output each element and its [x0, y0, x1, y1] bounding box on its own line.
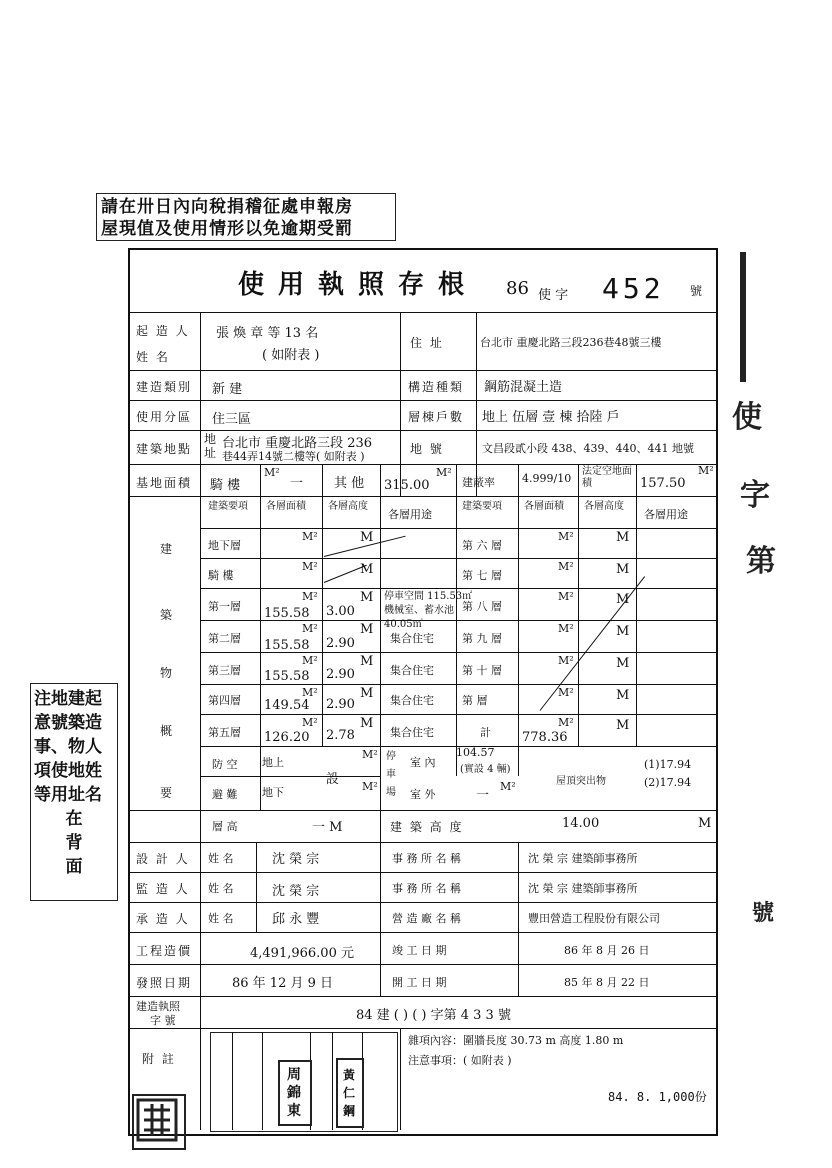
unit-m2-1: M² [302, 590, 318, 603]
unit-m2-arcade: M² [302, 560, 318, 573]
floor-area-4: 149.54 [264, 698, 310, 713]
floor-height-5: 2.78 [326, 728, 355, 743]
floor-name-8: 第 八 層 [462, 600, 502, 613]
unit-m-b1: M [360, 530, 374, 545]
unit-m2-2: M² [302, 622, 318, 635]
unit-m-4: M [360, 686, 374, 701]
floor-name-4: 第四層 [208, 694, 241, 707]
unit-m2-5: M² [302, 716, 318, 729]
shelter-setting: 設 [326, 772, 340, 787]
roof-value-2: (2)17.94 [644, 776, 692, 789]
overview-label-5: 要 [160, 786, 175, 800]
contractor-office: 豐田營造工程股份有限公司 [528, 912, 660, 925]
unit-m-1: M [360, 590, 374, 605]
unit-m2-9: M² [558, 622, 574, 635]
col-item-left: 建築要項 [208, 501, 248, 512]
base-other-unit: M² [436, 466, 452, 479]
category-value: 新 建 [212, 382, 243, 397]
floor-name-6: 第 六 層 [462, 539, 502, 552]
structure-label: 構造種類 [408, 380, 465, 394]
unit-m-2: M [360, 622, 374, 637]
site-address-2: 巷44弄14號二樓等( 如附表 ) [222, 450, 365, 463]
parking-outdoor-value: 一 [476, 788, 490, 803]
category-label: 建造類別 [136, 380, 193, 394]
edge-char-1: 使 [732, 400, 762, 435]
owner-name-label: 姓 名 [136, 350, 170, 364]
cost-label: 工程造價 [136, 944, 193, 958]
shelter-label-2: 避 難 [212, 788, 238, 801]
issue-label: 發照日期 [136, 976, 193, 990]
col-height-right: 各層高度 [584, 501, 624, 512]
floor-area-5: 126.20 [264, 730, 310, 745]
side-note-line-6: 在 [65, 809, 83, 829]
floor-area-3: 155.58 [264, 669, 310, 684]
floors-label: 層棟戶數 [408, 410, 465, 424]
col-area-left: 各層面積 [266, 501, 306, 512]
supervisor-name-label: 姓 名 [208, 882, 234, 895]
designer-office-label: 事 務 所 名 稱 [392, 852, 461, 865]
designer-label: 設 計 人 [136, 852, 190, 866]
base-other-label: 其 他 [334, 476, 365, 491]
unit-m-8: M [616, 592, 630, 607]
seal-stamp-2-text: 黃仁鋼 [343, 1068, 356, 1118]
shelter-above: 地上 [262, 756, 284, 769]
zone-value: 住三區 [212, 412, 252, 427]
side-note-line-3: 事、物人 [34, 737, 102, 757]
parking-outdoor-unit: M² [500, 780, 516, 793]
building-height-unit: M [698, 816, 712, 831]
base-other-value: 315.00 [384, 478, 430, 493]
completion-date: 86 年 8 月 26 日 [564, 944, 650, 957]
floor-name-2: 第二層 [208, 632, 241, 645]
owner-name-sub: ( 如附表 ) [262, 348, 320, 363]
seal-stamp-1 [278, 1060, 312, 1126]
building-height-label: 建 築 高 度 [390, 820, 464, 834]
permit-number: 84 建 ( ) ( ) 字第 4 3 3 號 [356, 1008, 511, 1023]
official-seal [132, 1094, 186, 1150]
col-item-right: 建築要項 [462, 501, 502, 512]
overview-label-3: 物 [160, 666, 175, 680]
unit-m-3: M [360, 654, 374, 669]
floor-height-2: 2.90 [326, 636, 355, 651]
notice-line-2: 屋現值及使用情形以免逾期受罰 [101, 219, 353, 239]
owner-address: 台北市 重慶北路三段236巷48號三樓 [480, 336, 662, 349]
floor-area-1: 155.58 [264, 606, 310, 621]
unit-m2-b1: M² [302, 530, 318, 543]
cost-value: 4,491,966.00 元 [250, 946, 354, 961]
floor-total-label: 計 [480, 726, 491, 739]
edge-char-3: 第 [746, 544, 776, 579]
floors-value: 地上 伍層 壹 棟 拾陸 戶 [482, 410, 620, 425]
seal-stamp-1-text: 周錦東 [287, 1067, 301, 1119]
unit-m-total: M [616, 718, 630, 733]
unit-m2-10: M² [558, 654, 574, 667]
notice-line-1: 請在卅日內向稅捐稽征處申報房 [101, 197, 353, 217]
owner-label: 起 造 人 [136, 324, 190, 338]
base-arcade-unit: M² [264, 466, 280, 479]
floor-area-2: 155.58 [264, 638, 310, 653]
contractor-label: 承 造 人 [136, 912, 190, 926]
edge-char-4: 號 [752, 900, 775, 926]
designer-office: 沈 榮 宗 建築師事務所 [528, 852, 638, 865]
remarks-label: 附 註 [142, 1052, 176, 1066]
permit-serial: 452 [602, 272, 665, 305]
unit-m2-7: M² [558, 560, 574, 573]
remarks-note: 注意事項：( 如附表 ) [408, 1054, 512, 1067]
permit-label-2: 字 號 [150, 1014, 176, 1027]
contractor-office-label: 營 造 廠 名 稱 [392, 912, 461, 925]
open-space-unit: M² [698, 464, 714, 477]
unit-m-5: M [360, 716, 374, 731]
permit-year: 86 [506, 278, 529, 299]
coverage-label: 建蔽率 [462, 476, 495, 489]
permit-suffix: 號 [690, 284, 703, 298]
site-label: 建築地點 [136, 442, 193, 456]
supervisor-office: 沈 榮 宗 建築師事務所 [528, 882, 638, 895]
edge-char-2: 字 [740, 478, 770, 513]
unit-m-6: M [616, 530, 630, 545]
issue-date: 86 年 12 月 9 日 [232, 976, 334, 991]
shelter-below: 地下 [262, 786, 284, 799]
unit-m2-3: M² [302, 654, 318, 667]
floor-height-label: 層 高 [212, 820, 238, 833]
col-height-left: 各層高度 [328, 501, 368, 512]
unit-m2-4: M² [302, 686, 318, 699]
floor-name-blank: 第 層 [462, 694, 488, 707]
shelter-label-1: 防 空 [212, 758, 238, 771]
shelter-unit-1: M² [362, 748, 378, 761]
parking-indoor-value: 104.57 [456, 746, 495, 759]
seal-glyph-icon [134, 1096, 180, 1144]
base-area-label: 基地面積 [136, 476, 193, 490]
edge-mark [740, 252, 768, 382]
remarks-misc: 雜項內容：圍牆長度 30.73 m 高度 1.80 m [408, 1034, 624, 1047]
base-arcade-label: 騎 樓 [210, 478, 241, 493]
site-address-1: 台北市 重慶北路三段 236 [222, 436, 373, 451]
supervisor-label: 監 造 人 [136, 882, 190, 896]
col-use-left: 各層用途 [388, 508, 432, 521]
floor-height-4: 2.90 [326, 697, 355, 712]
completion-label: 竣 工 日 期 [392, 944, 447, 957]
roof-value-1: (1)17.94 [644, 758, 692, 771]
floor-name-3: 第三層 [208, 664, 241, 677]
designer-name-label: 姓 名 [208, 852, 234, 865]
open-space-label: 法定空地面積 [582, 466, 632, 489]
floor-name-9: 第 九 層 [462, 632, 502, 645]
parking-indoor-label: 室 內 [410, 756, 436, 769]
parking-outdoor-label: 室 外 [410, 788, 436, 801]
overview-label-1: 建 [160, 542, 175, 556]
site-addr-tag: 地址 [204, 432, 217, 460]
contractor-name: 邱 永 豐 [272, 912, 320, 927]
designer-name: 沈 榮 宗 [272, 852, 320, 867]
side-note-line-4: 項使地姓 [34, 761, 102, 781]
floor-name-10: 第 十 層 [462, 664, 502, 677]
supervisor-name: 沈 榮 宗 [272, 884, 320, 899]
print-footer: 84. 8. 1,000份 [608, 1090, 707, 1104]
unit-m-9: M [616, 624, 630, 639]
form-title: 使用執照存根 [238, 270, 479, 300]
lot-label: 地 號 [410, 442, 444, 456]
floor-name-arcade: 騎 樓 [208, 569, 234, 582]
notice-box [96, 193, 396, 241]
supervisor-office-label: 事 務 所 名 稱 [392, 882, 461, 895]
owner-address-label: 住 址 [410, 336, 444, 350]
unit-m-blank: M [616, 688, 630, 703]
floor-name-5: 第五層 [208, 726, 241, 739]
zone-label: 使用分區 [136, 410, 193, 424]
floor-name-1: 第一層 [208, 600, 241, 613]
floor-name-b1: 地下層 [208, 539, 241, 552]
building-height-value: 14.00 [562, 816, 600, 831]
open-space-value: 157.50 [640, 476, 686, 491]
contractor-name-label: 姓 名 [208, 912, 234, 925]
floor-use-2: 集合住宅 [390, 632, 434, 645]
side-note-line-8: 面 [65, 857, 83, 877]
owner-name: 張 煥 章 等 13 名 [216, 326, 319, 341]
permit-word: 使 字 [538, 288, 569, 303]
base-arcade-value: 一 [290, 476, 304, 491]
side-note-line-1: 注地建起 [34, 689, 102, 709]
floor-name-7: 第 七 層 [462, 569, 502, 582]
floor-total-value: 778.36 [522, 730, 568, 745]
parking-indoor-sub: (實設 4 輛) [460, 764, 511, 775]
col-use-right: 各層用途 [644, 508, 688, 521]
unit-m2-blank: M² [558, 686, 574, 699]
unit-m2-6: M² [558, 530, 574, 543]
start-date: 85 年 8 月 22 日 [564, 976, 650, 989]
overview-label-2: 築 [160, 608, 175, 622]
col-area-right: 各層面積 [524, 501, 564, 512]
permit-label-1: 建造執照 [136, 1000, 180, 1013]
floor-height-value: 一 M [312, 820, 343, 835]
structure-value: 鋼筋混凝土造 [484, 380, 563, 395]
unit-m2-total: M² [558, 716, 574, 729]
unit-m-7: M [616, 562, 630, 577]
floor-use-5: 集合住宅 [390, 726, 434, 739]
floor-use-1: 停車空間 115.53㎡ 機械室、蓄水池 40.05㎡ [384, 591, 473, 630]
side-note-line-7: 背 [65, 833, 83, 853]
unit-m2-8: M² [558, 590, 574, 603]
coverage-value: 4.999/10 [522, 472, 572, 485]
side-note-line-5: 等用址名 [34, 785, 102, 805]
start-label: 開 工 日 期 [392, 976, 447, 989]
roof-label: 屋頂突出物 [556, 776, 606, 787]
shelter-unit-2: M² [362, 780, 378, 793]
floor-use-3: 集合住宅 [390, 664, 434, 677]
lot-value: 文昌段貳小段 438、439、440、441 地號 [482, 442, 694, 455]
side-note-line-2: 意號築造 [34, 713, 102, 733]
unit-m-10: M [616, 656, 630, 671]
unit-m-arcade: M [360, 562, 374, 577]
floor-use-4: 集合住宅 [390, 694, 434, 707]
overview-label-4: 概 [160, 724, 175, 738]
floor-height-3: 2.90 [326, 667, 355, 682]
floor-height-1: 3.00 [326, 604, 355, 619]
side-note [30, 683, 118, 901]
seal-stamp-2 [336, 1058, 364, 1128]
parking-label: 停車場 [386, 751, 396, 798]
